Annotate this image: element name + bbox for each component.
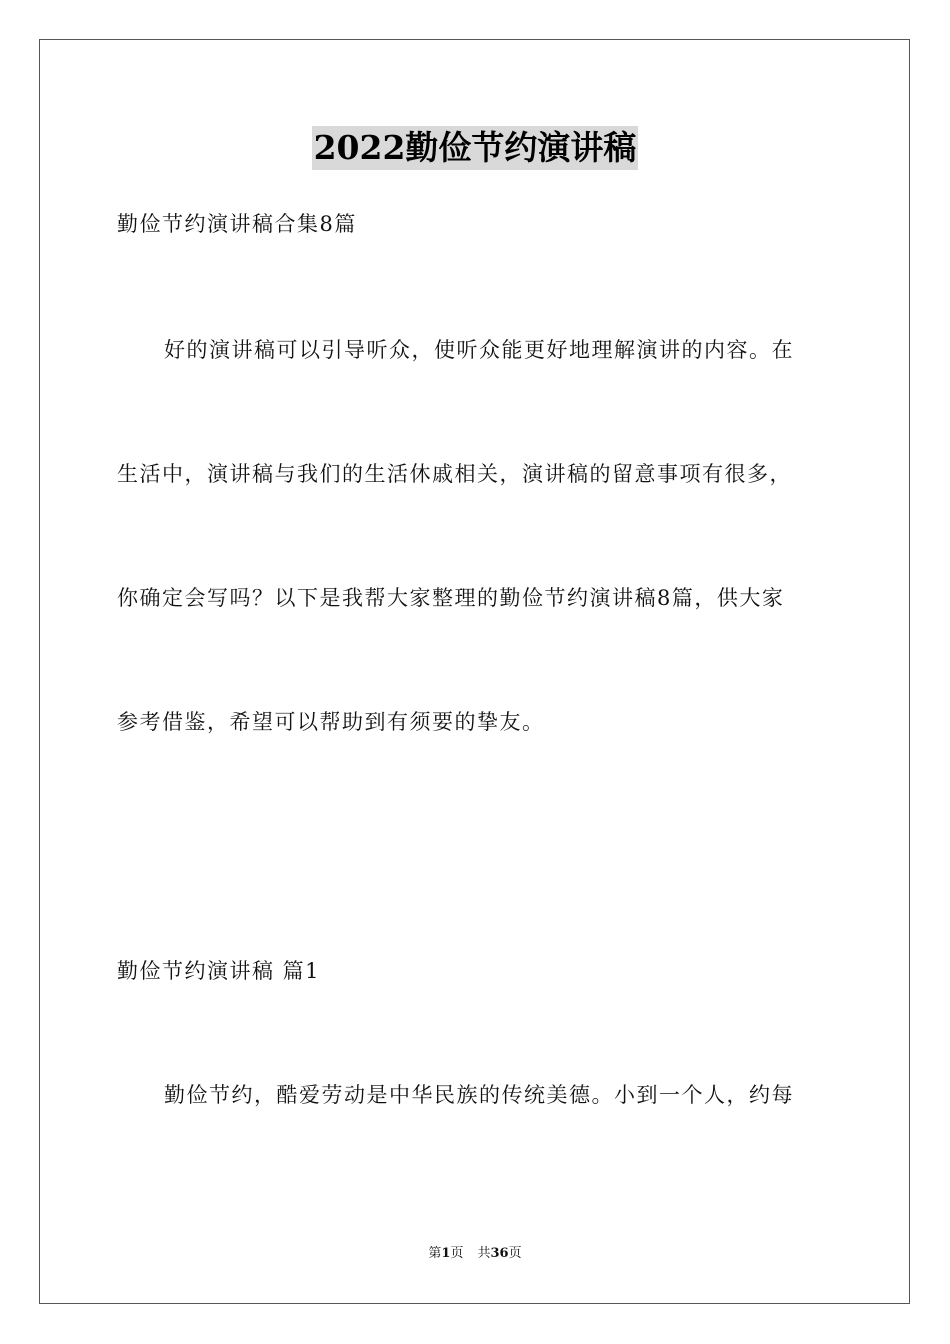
intro-paragraph-line-4: 参考借鉴，希望可以帮助到有须要的挚友。 (117, 710, 545, 734)
page-suffix: 页 (450, 1246, 464, 1261)
document-subtitle: 勤俭节约演讲稿合集8篇 (117, 212, 357, 236)
document-title: 2022勤俭节约演讲稿 (312, 126, 639, 170)
section-heading: 勤俭节约演讲稿 篇1 (117, 959, 321, 983)
intro-paragraph-line-3: 你确定会写吗？以下是我帮大家整理的勤俭节约演讲稿8篇，供大家 (117, 586, 785, 610)
total-pages: 36 (490, 1246, 509, 1261)
intro-paragraph-line-1: 好的演讲稿可以引导听众，使听众能更好地理解演讲的内容。在 (164, 338, 794, 362)
title-container (0, 126, 950, 170)
page-number: 1 (441, 1246, 451, 1261)
total-suffix: 页 (508, 1246, 522, 1261)
section-paragraph-line-1: 勤俭节约，酷爱劳动是中华民族的传统美德。小到一个人，约每 (164, 1083, 794, 1107)
page-footer (0, 1245, 950, 1263)
intro-paragraph-line-2: 生活中，演讲稿与我们的生活休戚相关，演讲稿的留意事项有很多， (117, 462, 792, 486)
total-prefix: 共 (477, 1246, 491, 1261)
page-prefix: 第 (428, 1246, 442, 1261)
